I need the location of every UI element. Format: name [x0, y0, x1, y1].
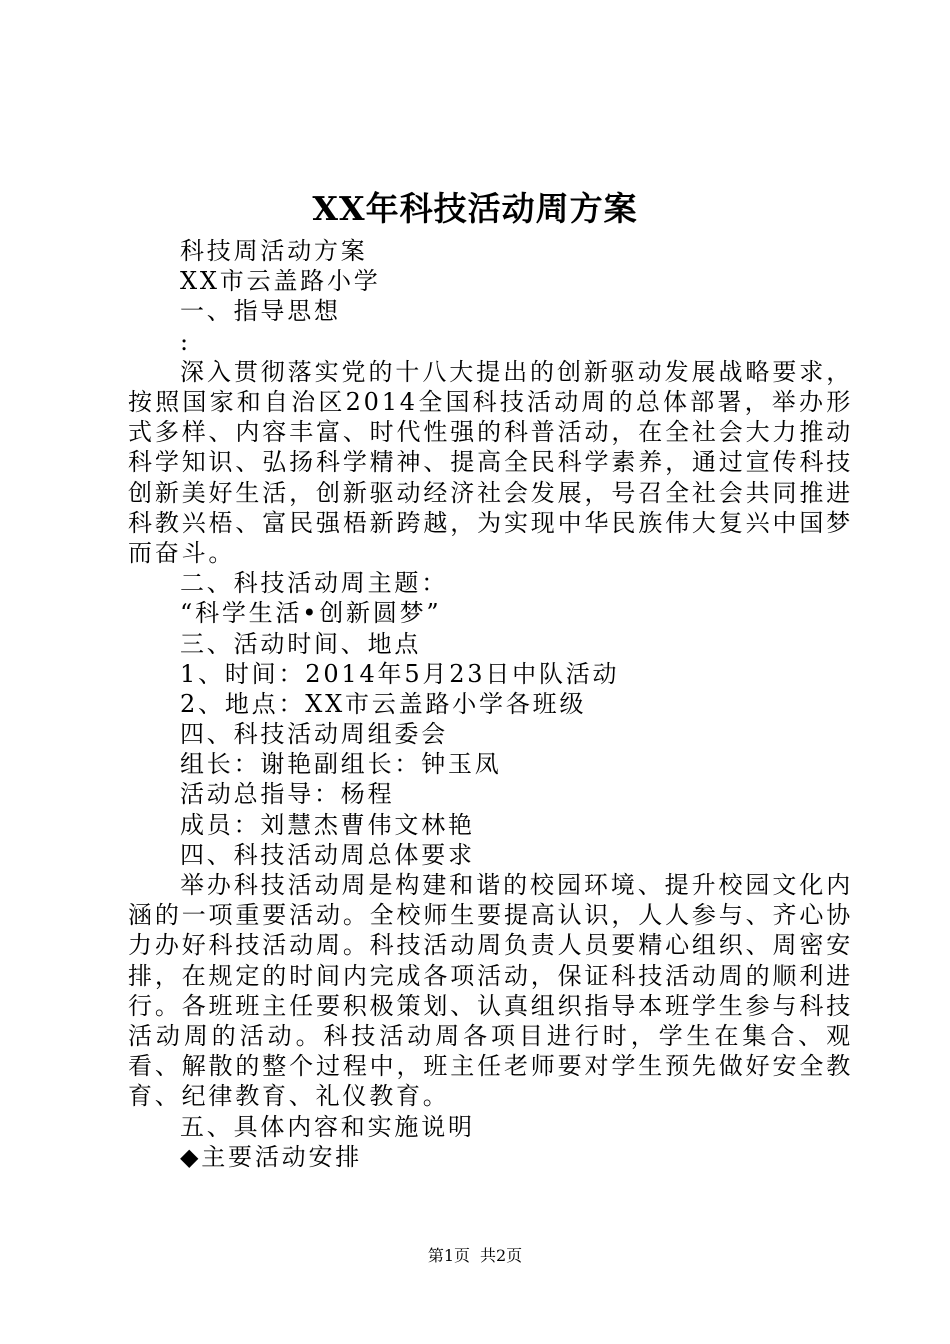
page-total: 共2页 — [480, 1246, 523, 1265]
guiding-thought-paragraph: 深入贯彻落实党的十八大提出的创新驱动发展战略要求，按照国家和自治区2014全国科技活动周的总体部署，举办形式多样、内容丰富、时代性强的科普活动，在全社会大力推动科学知识、弘扬科学精神、提高全民科学素养，通过宣传科技创新美好生活，创新驱动经济社会发展，号召全社会共同推进科教兴梧、富民强梧新跨越，为实现中华民族伟大复兴中国梦而奋斗。 — [128, 357, 853, 567]
section-heading-content: 五、具体内容和实施说明 — [180, 1112, 475, 1141]
page-footer — [0, 1244, 950, 1268]
main-activities-line: ◆主要活动安排 — [180, 1142, 363, 1171]
committee-members-line: 成员：刘慧杰曹伟文林艳 — [180, 810, 475, 839]
document-body — [128, 236, 853, 1172]
requirements-paragraph: 举办科技活动周是构建和谐的校园环境、提升校园文化内涵的一项重要活动。全校师生要提高认识，人人参与、齐心协力办好科技活动周。科技活动周负责人员要精心组织、周密安排，在规定的时间内完成各项活动，保证科技活动周的顺利进行。各班班主任要积极策划、认真组织指导本班学生参与科技活动周的活动。科技活动周各项目进行时，学生在集合、观看、解散的整个过程中，班主任老师要对学生预先做好安全教育、纪律教育、礼仪教育。 — [128, 871, 853, 1111]
section-heading-theme: 二、科技活动周主题： — [180, 569, 448, 598]
committee-leaders-line: 组长：谢艳副组长：钟玉凤 — [180, 750, 502, 779]
committee-director-line: 活动总指导：杨程 — [180, 780, 395, 809]
section-heading-requirements: 四、科技活动周总体要求 — [180, 840, 475, 869]
theme-slogan-line: “科学生活•创新圆梦” — [180, 599, 442, 628]
document-title: XX年科技活动周方案 — [312, 189, 638, 228]
page-number: 第1页 — [427, 1246, 470, 1265]
subtitle-line: 科技周活动方案 — [180, 237, 368, 265]
section-heading-guiding-thought: 一、指导思想 — [180, 297, 341, 326]
section-heading-time-place: 三、活动时间、地点 — [180, 629, 422, 658]
time-line: 1、时间：2014年5月23日中队活动 — [180, 659, 620, 688]
section-heading-committee: 四、科技活动周组委会 — [180, 720, 448, 749]
school-name-line: XX市云盖路小学 — [180, 267, 381, 296]
place-line: 2、地点：XX市云盖路小学各班级 — [180, 689, 587, 718]
colon-line: : — [180, 327, 191, 356]
